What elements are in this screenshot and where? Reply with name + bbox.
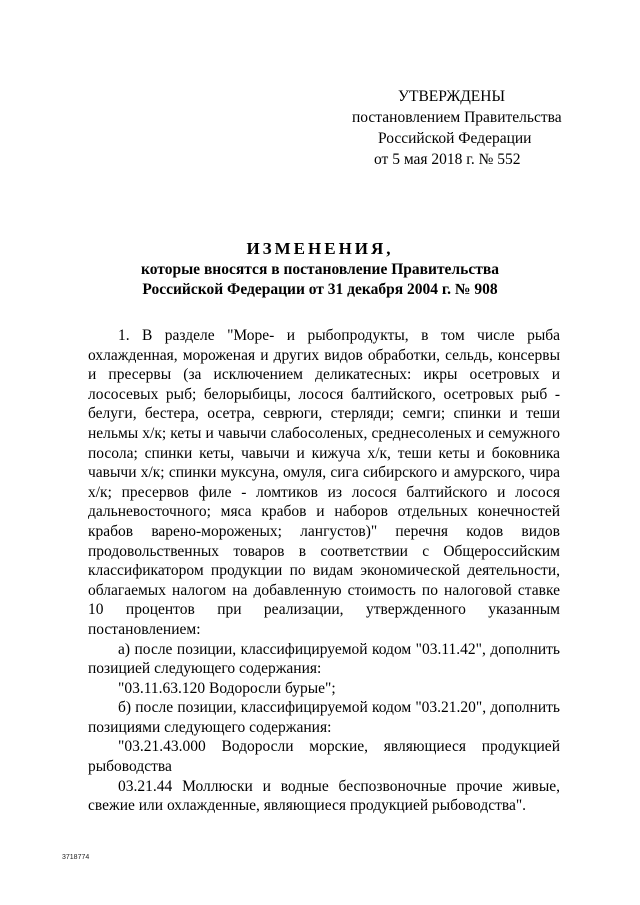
paragraph-4: б) после позиции, классифицируемой кодом "03.21.20", дополнить позициями следующего содержания: bbox=[88, 699, 560, 736]
approval-heading: УТВЕРЖДЕНЫ bbox=[398, 88, 505, 105]
paragraph-5: "03.21.43.000 Водоросли морские, являющиеся продукцией рыбоводства bbox=[88, 738, 560, 776]
approval-line-1: постановлением Правительства bbox=[352, 109, 562, 126]
approval-line-2: Российской Федерации bbox=[378, 130, 532, 147]
paragraph-6: 03.21.44 Моллюски и водные беспозвоночные прочие живые, свежие или охлажденные, являющиеся продукцией рыбоводства". bbox=[88, 777, 560, 815]
paragraph-3: "03.11.63.120 Водоросли бурые"; bbox=[118, 679, 336, 697]
document-title bbox=[60, 238, 580, 300]
title-line-2: Российской Федерации от 31 декабря 2004 г. № 908 bbox=[142, 281, 498, 298]
paragraph-2: а) после позиции, классифицируемой кодом "03.11.42", дополнить позицией следующего содержания: bbox=[88, 640, 560, 678]
title-line-1: которые вносятся в постановление Правительства bbox=[141, 261, 499, 278]
paragraph-1: 1. В разделе "Море- и рыбопродукты, в том числе рыба охлажденная, мороженая и других видов обработки, сельдь, консервы и пресервы (за исключением деликатесных: икры осетровых и лососевых рыб; белорыбицы, лосося балтийского, осетровых рыб - белуги, бестера, осетра, севрюги, стерляди; семги; спинки и теши нельмы х/к; кеты и чавычи слабосоленых, среднесоленых и семужного посола; спинки кеты, чавычи и кижуча х/к, теши кеты и боковника чавычи х/к; спинки муксуна, омуля, сига сибирского и амурского, чира х/к; пресервов филе - ломтиков из лосося балтийского и лосося дальневосточного; мяса крабов и наборов отдельных конечностей крабов варено-мороженых; лангустов)" перечня кодов видов продовольственных товаров в соответствии с Общероссийским классификатором продукции по видам экономической деятельности, облагаемых налогом на добавленную стоимость по налоговой ставке 10 процентов при реализации, утвержденного указанным постановлением: bbox=[88, 327, 560, 638]
document-body bbox=[88, 326, 560, 816]
approval-block bbox=[346, 86, 606, 170]
title-main: ИЗМЕНЕНИЯ, bbox=[246, 239, 394, 258]
document-code: 3718774 bbox=[62, 854, 90, 861]
approval-line-3: от 5 мая 2018 г. № 552 bbox=[374, 151, 521, 168]
